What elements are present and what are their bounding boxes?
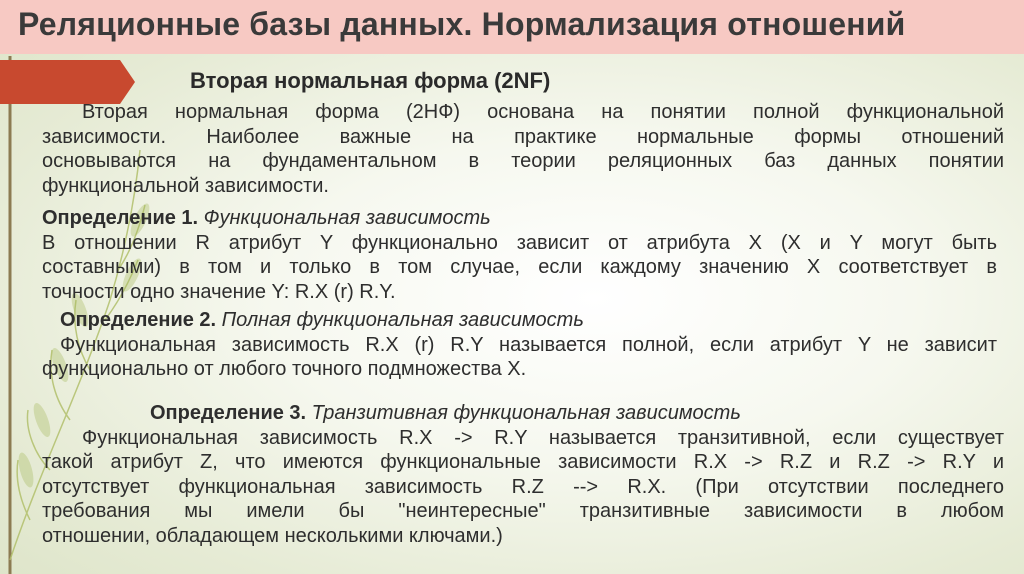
definition-1-name: Функциональная зависимость bbox=[203, 207, 491, 229]
definition-3-line: Функциональная зависимость R.X -> R.Y называется транзитивной, если существует bbox=[82, 426, 1004, 449]
definition-3-name: Транзитивная функциональная зависимость bbox=[311, 402, 741, 424]
definition-1-line: составными) в том и только в том случае, если каждому значению X соответствует в bbox=[42, 256, 997, 278]
definition-2-name: Полная функциональная зависимость bbox=[221, 309, 584, 331]
definition-3 bbox=[42, 401, 1004, 548]
intro-line: зависимости. Наиболее важные на практике нормальные формы отношений bbox=[42, 125, 1004, 148]
intro-line: Вторая нормальная форма (2НФ) основана на понятии полной функциональной bbox=[82, 101, 1004, 123]
definition-2 bbox=[42, 308, 997, 382]
arrow-banner bbox=[0, 60, 135, 104]
intro-line: функциональной зависимости. bbox=[42, 174, 329, 197]
definition-1-line: точности одно значение Y: R.X (r) R.Y. bbox=[42, 280, 396, 303]
definition-1-heading bbox=[42, 206, 997, 231]
definition-3-line: требования мы имели бы "неинтересные" транзитивные зависимости в любом bbox=[42, 500, 1004, 522]
slide-title: Реляционные базы данных. Нормализация отношений bbox=[18, 6, 906, 42]
intro-line: основываются на фундаментальном в теории реляционных баз данных понятии bbox=[42, 150, 1004, 172]
definition-3-line: такой атрибут Z, что имеются функциональные зависимости R.X -> R.Z и R.Z -> R.Y и bbox=[42, 451, 1004, 473]
intro-paragraph bbox=[42, 100, 1004, 198]
definition-2-heading bbox=[42, 308, 997, 333]
definition-2-line: Функциональная зависимость R.X (r) R.Y называется полной, если атрибут Y не зависит bbox=[60, 333, 997, 356]
definition-3-line: отношении, обладающем несколькими ключами.) bbox=[42, 524, 503, 547]
definition-3-label: Определение 3. bbox=[150, 402, 307, 424]
definition-1 bbox=[42, 206, 997, 304]
definition-2-line: функционально от любого точного подмножества X. bbox=[42, 358, 527, 380]
definition-1-label: Определение 1. bbox=[42, 207, 199, 229]
definition-1-line: В отношении R атрибут Y функционально зависит от атрибута X (X и Y могут быть bbox=[42, 231, 997, 254]
definition-3-heading bbox=[42, 401, 1004, 426]
section-subtitle: Вторая нормальная форма (2NF) bbox=[190, 68, 551, 93]
definition-3-line: отсутствует функциональная зависимость R.Z --> R.X. (При отсутствии последнего bbox=[42, 475, 1004, 498]
definition-2-label: Определение 2. bbox=[60, 309, 217, 331]
